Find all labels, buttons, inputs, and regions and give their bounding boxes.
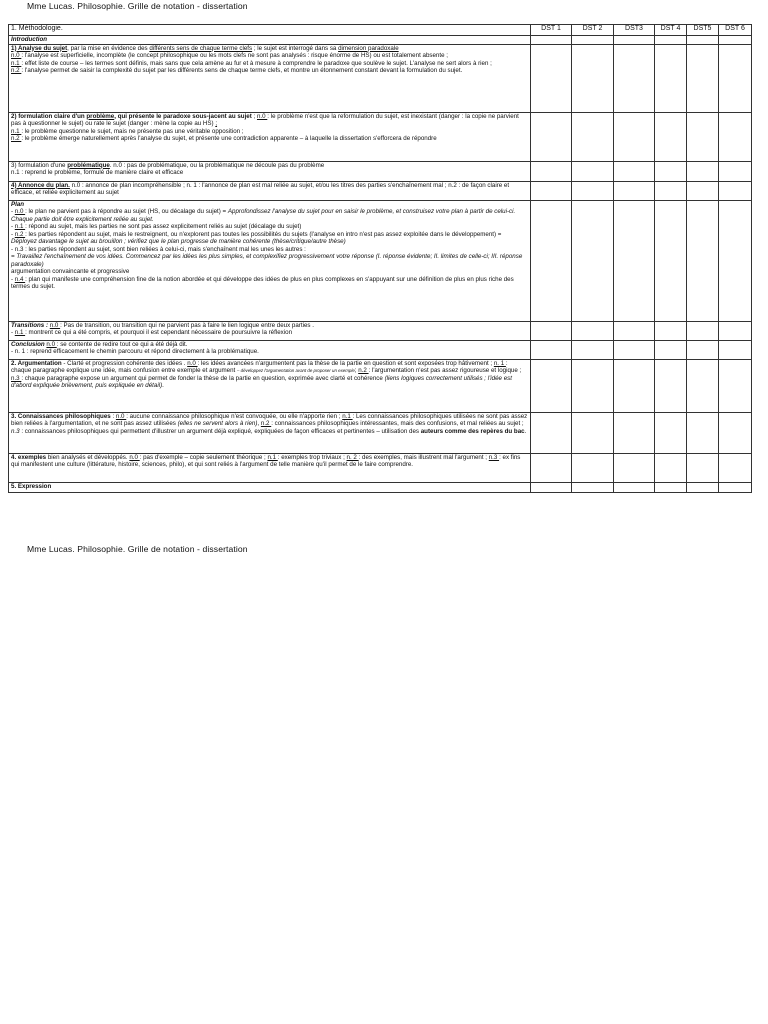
grading-grid <box>8 24 752 493</box>
score-cell <box>572 412 614 453</box>
score-cell <box>655 112 687 161</box>
criterion-analyse: 1) Analyse du sujet, par la mise en évidence des différents sens de chaque terme clefs ; le sujet est interrogé dans sa dimension paradoxale n.0 : l'analyse est superficielle, incomplète (le concept philosophique ou les mots clefs ne sont pas analysés : risque énorme de HS) ou est totalement absente ; n.1 : effet liste de course – les termes sont définis, mais sans que cela amène au fur et à mesure à comprendre le paradoxe que soulève le sujet. L'analyse ne sert alors à rien ; n.2 : l'analyse permet de saisir la complexité du sujet par les différents sens de chaque terme clefs, et montre un étonnement constant devant la formulation du sujet. <box>9 44 531 112</box>
score-cell <box>687 36 719 45</box>
score-cell <box>719 412 752 453</box>
score-cell <box>572 340 614 359</box>
criterion-expression: 5. Expression <box>9 482 531 492</box>
score-cell <box>687 482 719 492</box>
criterion-row-expression <box>9 482 752 492</box>
criterion-argumentation: 2. Argumentation - Clarté et progression cohérente des idées . n.0 : les idées avancées n'argumentent pas la thèse de la partie en question et sont exposées trop hâtivement ; n. 1 : chaque paragraphe explique une idée, mais confusion entre exemple et argument – développez l'argumentation avant de proposer un exemple; n.2 : l'argumentation n'est pas assez rigoureuse et logique ; n.3 : chaque paragraphe expose un argument qui permet de fonder la thèse de la partie en question, exprimée avec clarté et cohérence (liens logiques correctement utilisés ; l'idée est d'abord expliquée brièvement, puis expliquée en détail). <box>9 359 531 412</box>
score-cell <box>572 359 614 412</box>
score-cell <box>655 359 687 412</box>
score-cell <box>572 112 614 161</box>
score-cell <box>614 36 655 45</box>
score-cell <box>687 181 719 200</box>
score-cell <box>572 161 614 181</box>
score-cell <box>719 321 752 340</box>
score-cell <box>719 112 752 161</box>
score-cell <box>572 482 614 492</box>
score-cell <box>687 161 719 181</box>
score-cell <box>531 340 572 359</box>
score-cell <box>614 340 655 359</box>
criterion-row-analyse <box>9 44 752 112</box>
score-cell <box>655 412 687 453</box>
score-cell <box>531 36 572 45</box>
criterion-transitions: Transitions : n.0 : Pas de transition, ou transition qui ne parvient pas à faire le lien logique entre deux parties . - n.1 : montrent ce qui a été compris, et pourquoi il est cependant nécessaire de poursuivre la réflexion <box>9 321 531 340</box>
score-cell <box>687 359 719 412</box>
score-cell <box>531 321 572 340</box>
score-cell <box>719 340 752 359</box>
score-cell <box>655 36 687 45</box>
score-cell <box>655 340 687 359</box>
page-title-repeat: Mme Lucas. Philosophie. Grille de notation - dissertation <box>27 544 248 554</box>
score-cell <box>719 181 752 200</box>
score-cell <box>572 200 614 321</box>
criterion-conclusion: Conclusion n.0 : se contente de redire tout ce qui a été déjà dit. - n. 1 : reprend efficacement le chemin parcouru et répond directement à la problématique. <box>9 340 531 359</box>
score-cell <box>614 321 655 340</box>
score-cell <box>719 200 752 321</box>
score-cell <box>687 112 719 161</box>
introduction-row <box>9 36 752 45</box>
score-cell <box>614 44 655 112</box>
introduction-label: Introduction <box>9 36 531 45</box>
score-cell <box>687 200 719 321</box>
criterion-plan: Plan - n.0 : le plan ne parvient pas à répondre au sujet (HS, ou décalage du sujet) = Approfondissez l'analyse du sujet pour en saisir le problème, et construisez votre plan à partir de celui-ci. Chaque partie doit être explicitement reliée au sujet. - n.1 : répond au sujet, mais les parties ne sont pas assez explicitement reliés au sujet (décalage du sujet) - n.2 : les parties répondent au sujet, mais le restreignent, ou n'explorent pas toutes les possibilités du sujets (l'analyse en intro n'est pas assez exploitée dans le développement) = Déployez davantage le sujet au brouillon ; vérifiez que le plan progresse de manière cohérente (thèse/critique/autre thèse) - n.3 : les parties répondent au sujet, sont bien reliées à celui-ci, mais s'enchaînent mal les unes les autres : = Travaillez l'enchaînement de vos idées. Commencez par les idées les plus simples, et complexifiez progressivement votre réponse (I. réponse évidente; II. limites de celle-ci; III. réponse paradoxale) argumentation convaincante et progressive - n.4 : plan qui manifeste une compréhension fine de la notion abordée et qui développe des idées de plus en plus complexes en s'appuyant sur une définition de plus en plus riche des termes du sujet. <box>9 200 531 321</box>
score-cell <box>614 359 655 412</box>
score-cell <box>655 321 687 340</box>
score-cell <box>687 453 719 482</box>
score-cell <box>719 44 752 112</box>
score-cell <box>531 359 572 412</box>
criterion-row-annonce-plan <box>9 181 752 200</box>
score-cell <box>687 44 719 112</box>
criterion-row-conclusion <box>9 340 752 359</box>
column-header-dst6: DST 6 <box>719 25 752 36</box>
criterion-annonce-plan: 4) Annonce du plan. n.0 : annonce de plan incompréhensible ; n. 1 : l'annonce de plan est mal reliée au sujet, et/ou les titres des parties s'enchaînement mal ; n.2 : de façon claire et efficace, et reliée explicitement au sujet <box>9 181 531 200</box>
criterion-exemples: 4. exemples bien analysés et développés. n.0 : pas d'exemple – copie seulement théorique ; n.1 : exemples trop triviaux ; n. 2 : des exemples, mais illustrent mal l'argument ; n.3 : ex fins qui manifestent une culture (littérature, histoire, sciences, philo), et qui sont reliés à l'argument de telle manière qu'il permet de le faire comprendre. <box>9 453 531 482</box>
header-row <box>9 25 752 36</box>
score-cell <box>655 181 687 200</box>
score-cell <box>655 200 687 321</box>
score-cell <box>719 359 752 412</box>
score-cell <box>531 482 572 492</box>
column-header-dst1: DST 1 <box>531 25 572 36</box>
score-cell <box>614 161 655 181</box>
score-cell <box>572 321 614 340</box>
criterion-problematique: 3) formulation d'une problématique. n.0 : pas de problématique, ou la problématique ne découle pas du problème n.1 : reprend le problème, formulé de manière claire et efficace <box>9 161 531 181</box>
score-cell <box>687 321 719 340</box>
score-cell <box>655 161 687 181</box>
criterion-row-plan <box>9 200 752 321</box>
criterion-row-exemples <box>9 453 752 482</box>
score-cell <box>531 412 572 453</box>
score-cell <box>719 482 752 492</box>
score-cell <box>614 412 655 453</box>
criterion-row-probleme <box>9 112 752 161</box>
score-cell <box>531 161 572 181</box>
score-cell <box>687 340 719 359</box>
score-cell <box>572 36 614 45</box>
column-header-dst2: DST 2 <box>572 25 614 36</box>
score-cell <box>614 482 655 492</box>
column-header-dst4: DST 4 <box>655 25 687 36</box>
score-cell <box>531 200 572 321</box>
score-cell <box>687 412 719 453</box>
criterion-row-connaissances <box>9 412 752 453</box>
score-cell <box>614 181 655 200</box>
criterion-row-problematique <box>9 161 752 181</box>
criterion-row-argumentation <box>9 359 752 412</box>
score-cell <box>614 453 655 482</box>
score-cell <box>531 453 572 482</box>
criterion-row-transitions <box>9 321 752 340</box>
score-cell <box>719 36 752 45</box>
score-cell <box>655 44 687 112</box>
score-cell <box>572 44 614 112</box>
score-cell <box>655 482 687 492</box>
criterion-probleme: 2) formulation claire d'un problème, qui présente le paradoxe sous-jacent au sujet ; n.0 : le problème n'est que la reformulation du sujet, est inexistant (danger : la copie ne parvient pas à questionner le sujet) ou rate le sujet (danger : mène la copie au HS) ; n.1 : le problème questionne le sujet, mais ne présente pas une véritable opposition ; n.2 : le problème émerge naturellement après l'analyse du sujet, et présente une contradiction apparente – à laquelle la dissertation s'efforcera de répondre <box>9 112 531 161</box>
score-cell <box>531 112 572 161</box>
page-title: Mme Lucas. Philosophie. Grille de notation - dissertation <box>27 1 248 11</box>
score-cell <box>719 161 752 181</box>
column-header-dst3: DST3 <box>614 25 655 36</box>
criterion-connaissances: 3. Connaissances philosophiques : n.0 : aucune connaissance philosophique n'est convoquée, ou elle n'apporte rien ; n.1 : Les connaissances philosophiques utilisées ne sont pas assez bien reliées à l'argumentation, et ne sont pas assez utilisées (elles ne servent alors à rien), n.2 : connaissances philosophiques intéressantes, mais des confusions, et mal reliées au sujet ; n.3 : connaissances philosophiques qui permettent d'illustrer un argument déjà expliqué, expliquées de façon efficaces et pertinentes – utilisation des auteurs comme des repères du bac. <box>9 412 531 453</box>
column-header-dst5: DST5 <box>687 25 719 36</box>
score-cell <box>614 200 655 321</box>
section-methodology-header: 1. Méthodologie. <box>9 25 531 36</box>
score-cell <box>572 181 614 200</box>
score-cell <box>572 453 614 482</box>
score-cell <box>655 453 687 482</box>
score-cell <box>531 44 572 112</box>
score-cell <box>531 181 572 200</box>
score-cell <box>614 112 655 161</box>
score-cell <box>719 453 752 482</box>
